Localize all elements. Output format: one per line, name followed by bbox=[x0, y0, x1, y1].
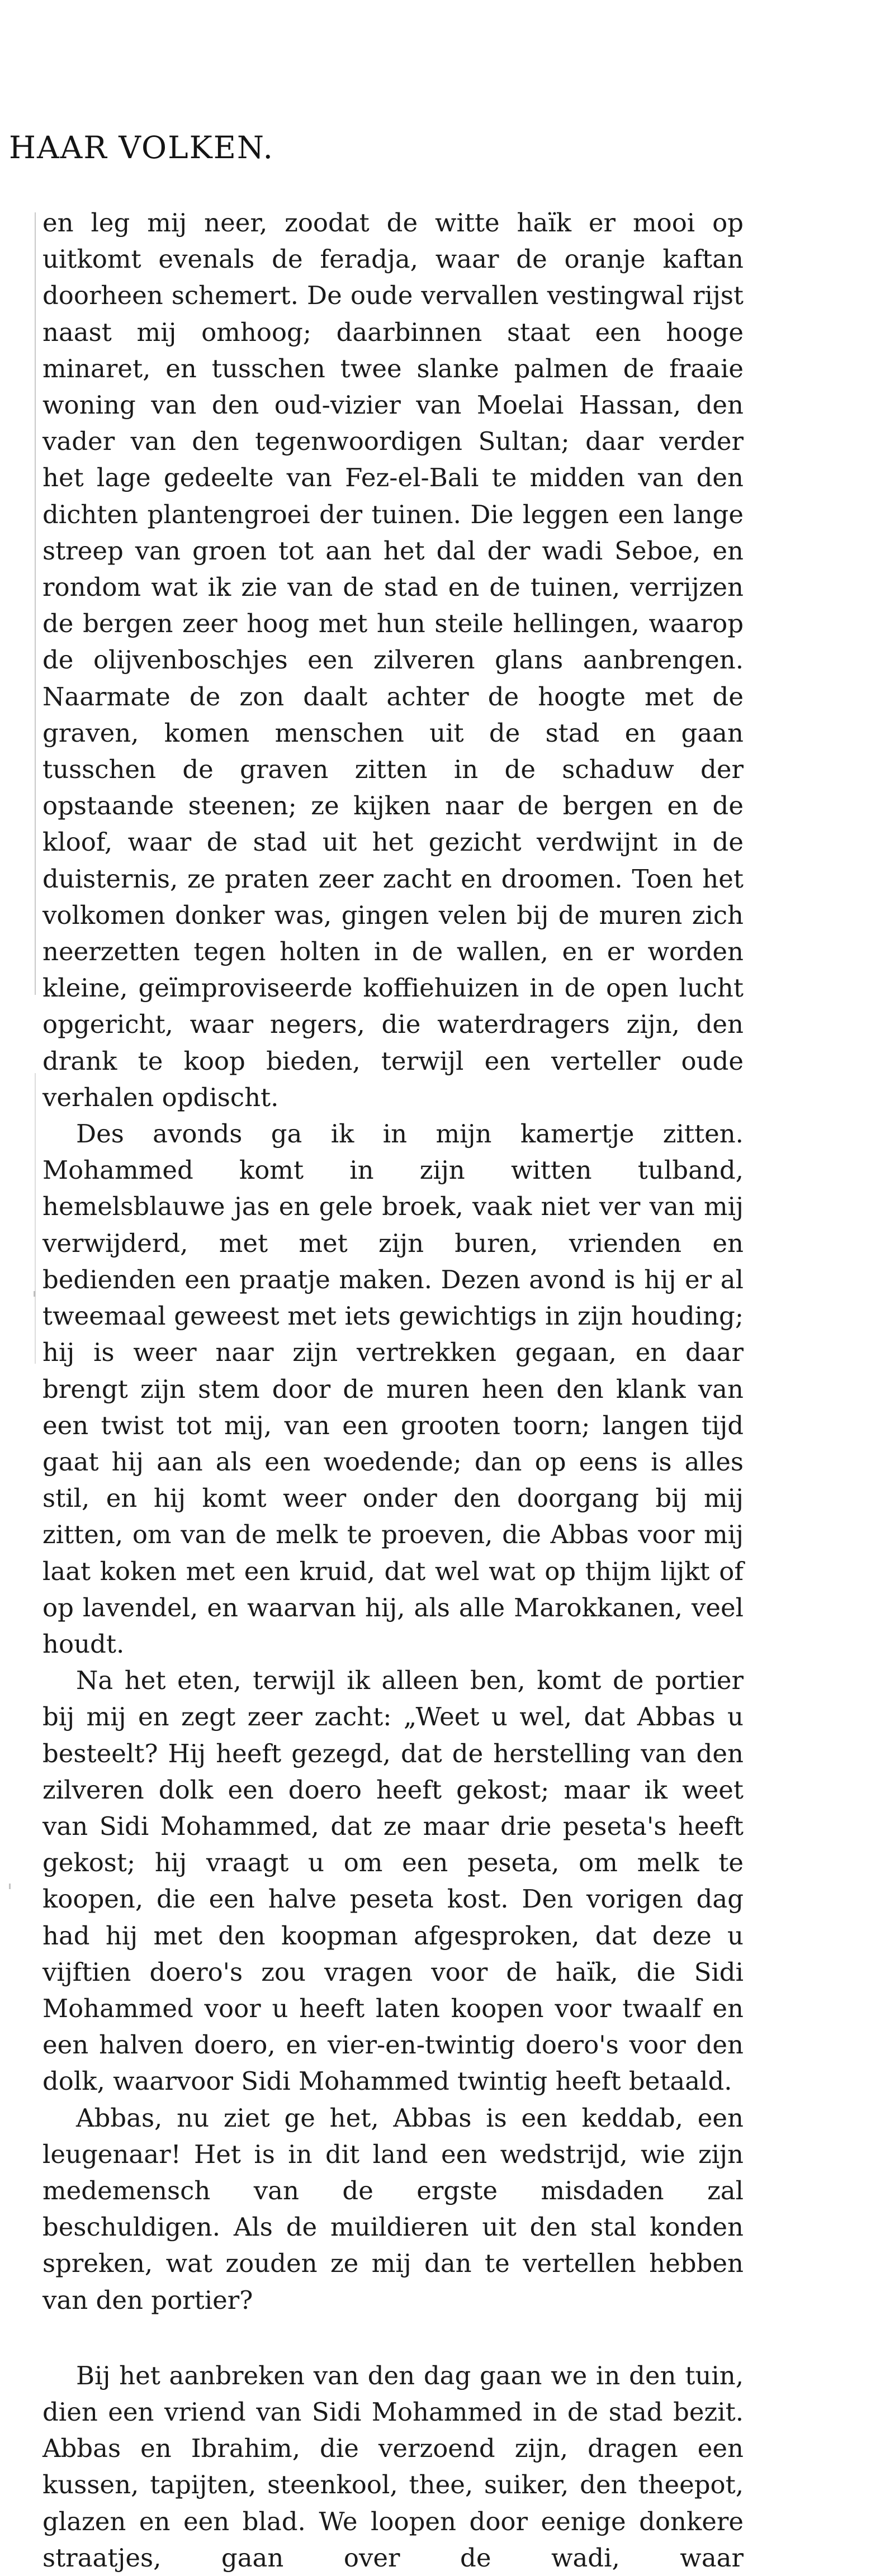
margin-rule bbox=[35, 212, 36, 995]
running-head: HAAR VOLKEN. bbox=[9, 130, 274, 165]
paragraph: Abbas, nu ziet ge het, Abbas is een keddab, een leugenaar! Het is in dit land een wedstrijd, wie zijn medemensch van de ergste misdaden zal beschuldigen. Als de muildieren uit den stal konden spreken, wat zouden ze mij dan te vertellen hebben van den portier? bbox=[42, 2103, 744, 2315]
margin-rule bbox=[35, 1073, 36, 1364]
body-text bbox=[42, 205, 744, 2576]
section-break bbox=[42, 2318, 744, 2357]
paragraph: Na het eten, terwijl ik alleen ben, komt de portier bij mij en zegt zeer zacht: „Weet u wel, dat Abbas u besteelt? Hij heeft gezegd, dat de herstelling van den zilveren dolk een doero heeft gekost; maar ik weet van Sidi Mohammed, dat ze maar drie peseta's heeft gekost; hij vraagt u om een peseta, om melk te koopen, die een halve peseta kost. Den vorigen dag had hij met den koopman afgesproken, dat deze u vijftien doero's zou vragen voor de haïk, die Sidi Mohammed voor u heeft laten koopen voor twaalf en een halven doero, en vier-en-twintig doero's voor den dolk, waarvoor Sidi Mohammed twintig heeft betaald. bbox=[42, 1666, 744, 2096]
paragraph: en leg mij neer, zoodat de witte haïk er mooi op uitkomt evenals de feradja, waar de oranje kaftan doorheen schemert. De oude vervallen vestingwal rijst naast mij omhoog; daarbinnen staat een hooge minaret, en tusschen twee slanke palmen de fraaie woning van den oud-vizier van Moelai Hassan, den vader van den tegenwoordigen Sultan; daar verder het lage gedeelte van Fez-el-Bali te midden van den dichten plantengroei der tuinen. Die leggen een lange streep van groen tot aan het dal der wadi Seboe, en rondom wat ik zie van de stad en de tuinen, verrijzen de bergen zeer hoog met hun steile hellingen, waarop de olijvenboschjes een zilveren glans aanbrengen. Naarmate de zon daalt achter de hoogte met de graven, komen menschen uit de stad en gaan tusschen de graven zitten in de schaduw der opstaande steenen; ze kijken naar de bergen en de kloof, waar de stad uit het gezicht verdwijnt in de duisternis, ze praten zeer zacht en droomen. Toen het volkomen donker was, gingen velen bij de muren zich neerzetten tegen holten in de wallen, en er worden kleine, geïmproviseerde koffiehuizen in de open lucht opgericht, waar negers, die waterdragers zijn, den drank te koop bieden, terwijl een verteller oude verhalen opdischt. bbox=[42, 208, 744, 1112]
print-speck bbox=[9, 1884, 11, 1889]
paragraph: Bij het aanbreken van den dag gaan we in den tuin, dien een vriend van Sidi Mohammed in de stad bezit. Abbas en Ibrahim, die verzoend zijn, dragen een kussen, tapijten, steenkool, thee, suiker, den theepot, glazen en een blad. We loopen door eenige donkere straatjes, gaan over de wadi, waar bbox=[42, 2360, 744, 2573]
paragraph: Des avonds ga ik in mijn kamertje zitten. Mohammed komt in zijn witten tulband, hemelsblauwe jas en gele broek, vaak niet ver van mij verwijderd, met met zijn buren, vrienden en bedienden een praatje maken. Dezen avond is hij er al tweemaal geweest met iets gewichtigs in zijn houding; hij is weer naar zijn vertrekken gegaan, en daar brengt zijn stem door de muren heen den klank van een twist tot mij, van een grooten toorn; langen tijd gaat hij aan als een woedende; dan op eens is alles stil, en hij komt weer onder den doorgang bij mij zitten, om van de melk te proeven, die Abbas voor mij laat koken met een kruid, dat wel wat op thijm lijkt of op lavendel, en waarvan hij, als alle Marokkanen, veel houdt. bbox=[42, 1119, 744, 1659]
print-speck bbox=[34, 1291, 35, 1297]
